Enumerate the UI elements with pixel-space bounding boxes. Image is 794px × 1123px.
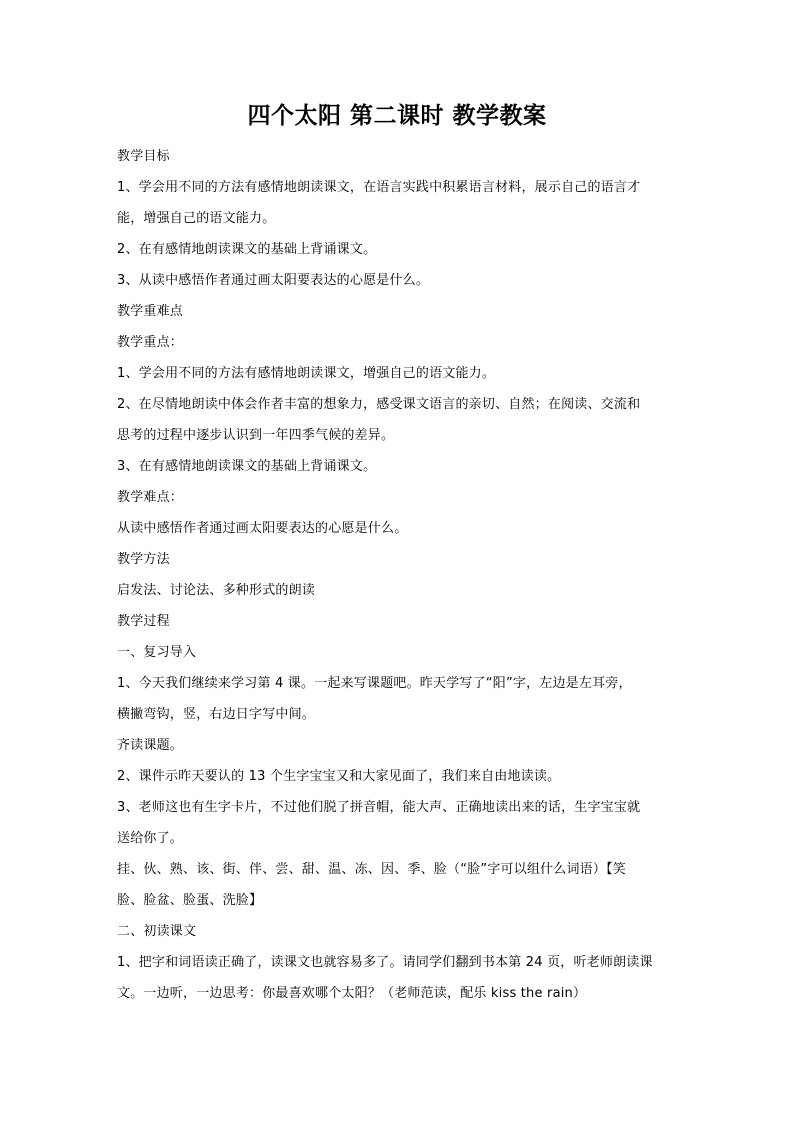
process-step-3-line-2: 送给你了。 [117,831,184,846]
process-step-3-line-1: 3、老师这也有生字卡片，不过他们脱了拼音帽，能大声、正确地读出来的话，生字宝宝就 [117,800,641,815]
character-list-line-1: 挂、伙、熟、该、街、伴、尝、甜、温、冻、因、季、脸（“脸”字可以组什么词语）【笑 [117,862,626,877]
key-point-3: 3、在有感情地朗读课文的基础上背诵课文。 [117,459,377,474]
process-step-2: 2、课件示昨天要认的 13 个生字宝宝又和大家见面了，我们来自由地读读。 [117,769,561,784]
process-step-1-line-2: 横撇弯钩，竖，右边日字写中间。 [117,707,316,722]
process-step-1-line-1: 1、今天我们继续来学习第 4 课。一起来写课题吧。昨天学写了“阳”字，左边是左耳旁， [117,676,632,691]
section-heading-objectives: 教学目标 [117,149,170,164]
process-part-1-heading: 一、复习导入 [117,645,197,660]
objective-2: 2、在有感情地朗读课文的基础上背诵课文。 [117,242,377,257]
section-heading-key-difficulties: 教学重难点 [117,304,184,319]
section-heading-methods: 教学方法 [117,552,170,567]
objective-1-line-2: 能，增强自己的语文能力。 [117,211,276,226]
key-point-1: 1、学会用不同的方法有感情地朗读课文，增强自己的语文能力。 [117,366,496,381]
document-title: 四个太阳 第二课时 教学教案 [247,103,547,129]
key-point-2-line-2: 思考的过程中逐步认识到一年四季气候的差异。 [117,428,395,443]
subheading-key-points: 教学重点： [117,335,184,350]
process-read-title: 齐读课题。 [117,738,184,753]
methods-text: 启发法、讨论法、多种形式的朗读 [117,583,316,598]
section-heading-process: 教学过程 [117,614,170,629]
reading-step-1-line-2: 文。一边听，一边思考：你最喜欢哪个太阳？（老师范读，配乐 kiss the rain） [117,986,587,1001]
subheading-difficulties: 教学难点： [117,490,184,505]
character-list-line-2: 脸、脸盆、脸蛋、洗脸】 [117,893,263,908]
reading-step-1-line-1: 1、把字和词语读正确了，读课文也就容易多了。请同学们翻到书本第 24 页，听老师朗读课 [117,955,653,970]
objective-1-line-1: 1、学会用不同的方法有感情地朗读课文，在语言实践中积累语言材料，展示自己的语言才 [117,180,641,195]
difficulty-text: 从读中感悟作者通过画太阳要表达的心愿是什么。 [117,521,408,536]
objective-3: 3、从读中感悟作者通过画太阳要表达的心愿是什么。 [117,273,430,288]
process-part-2-heading: 二、初读课文 [117,924,197,939]
document-body [117,141,677,1009]
key-point-2-line-1: 2、在尽情地朗读中体会作者丰富的想象力，感受课文语言的亲切、自然；在阅读、交流和 [117,397,641,412]
